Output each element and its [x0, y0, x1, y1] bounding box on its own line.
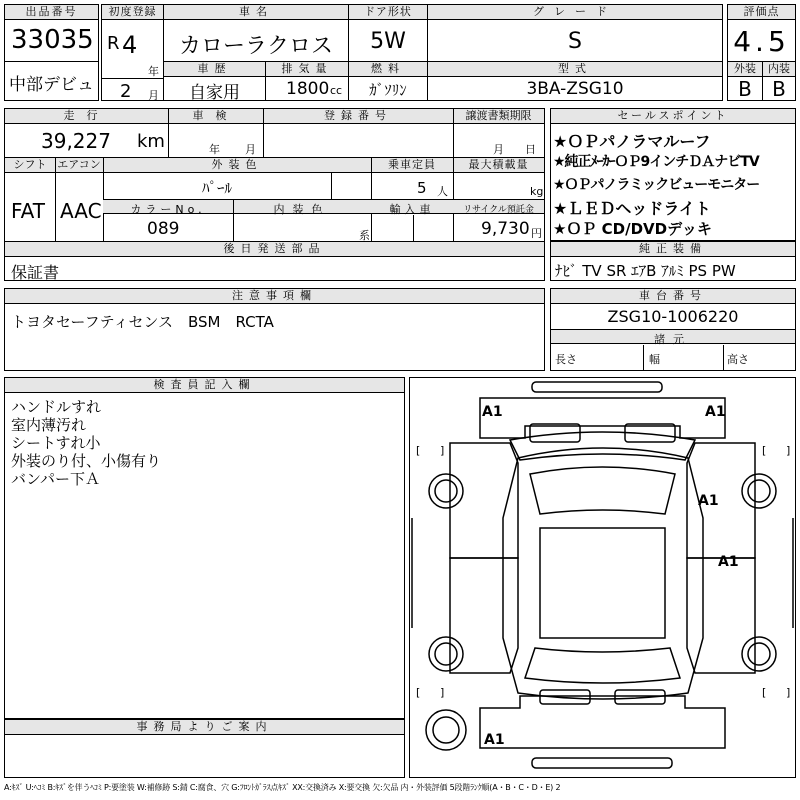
exterior-rating: B [738, 77, 752, 101]
displacement: 1800 [286, 79, 330, 99]
reg-no-label: 登録番号 [263, 109, 453, 124]
damage-diagram [409, 377, 796, 778]
spec-block [4, 108, 545, 243]
left-rear-wheel [429, 637, 463, 671]
chassis-label: 車台番号 [551, 289, 795, 304]
lot-number: 33035 [11, 25, 94, 55]
right-rear-door [687, 558, 755, 673]
debut-box [4, 61, 99, 101]
office-block [4, 719, 405, 778]
int-color-unit: 系 [359, 229, 370, 242]
damage-mark-front-left: A1 [482, 404, 503, 420]
hood [510, 432, 695, 460]
lot-number-box [4, 4, 99, 62]
ac: AAC [60, 199, 102, 223]
equipment: ﾅﾋﾞ TV SR ｴｱB ｱﾙﾐ PS PW [555, 262, 736, 280]
month-unit: 月 [148, 89, 159, 102]
load-unit: kg [530, 185, 544, 198]
sales-points-block [550, 108, 796, 241]
sales-point-3: ★ＯＰパノラミックビューモニター [553, 177, 760, 193]
sales-points-label: セールスポイント [551, 109, 795, 124]
history: 自家用 [189, 83, 240, 103]
chassis-block [550, 288, 796, 371]
color-no-label: カラーNo. [130, 203, 206, 216]
interior-rating: B [772, 77, 786, 101]
inspection-month-unit: 月 [245, 143, 256, 156]
history-box [163, 61, 266, 101]
color-no: 089 [147, 219, 180, 239]
bracket-left-close: ] [440, 444, 445, 457]
inspection-label: 車検 [168, 109, 263, 124]
inspector-line-5: バンパー下Ａ [11, 470, 100, 488]
fuel-box [348, 61, 428, 101]
after-parts-block [4, 241, 545, 281]
inspection-year-unit: 年 [209, 143, 220, 156]
exterior-label: 外装 [728, 62, 762, 77]
rear-glass [525, 648, 680, 683]
interior-label: 内装 [763, 62, 795, 77]
shift: FAT [11, 199, 46, 223]
length-label: 長さ [555, 353, 577, 366]
transfer-month-unit: 月 [493, 143, 504, 156]
mileage: 39,227 [41, 129, 111, 153]
rear-bumper [480, 696, 725, 748]
width-label: 幅 [649, 353, 660, 366]
model-label: 型式 [428, 62, 722, 77]
transfer-day-unit: 日 [525, 143, 536, 156]
damage-mark-right-rear-door: A1 [718, 554, 739, 570]
office-label: 事務局よりご案内 [5, 720, 404, 735]
damage-mark-right-front-door: A1 [698, 493, 719, 509]
grade-box [427, 4, 723, 62]
displacement-unit: cc [330, 84, 343, 97]
car-outline [410, 378, 795, 777]
transfer-label: 譲渡書類期限 [453, 109, 544, 124]
displacement-box [265, 61, 349, 101]
legend: A:ｷｽﾞ U:ﾍｺﾐ B:ｷｽﾞを伴うﾍｺﾐ P:要塗装 W:補修跡 S:錆 C:腐食、穴 G:ﾌﾛﾝﾄｶﾞﾗｽ点ｷｽﾞ XX:交換済み X:要交換 欠:欠品 内・外装評価 5段階ﾗﾝｸ順(A・B・C・D・E) 2 [4, 783, 561, 792]
fuel-label: 燃料 [349, 62, 427, 77]
notes-block [4, 288, 545, 371]
door-type: 5W [370, 29, 406, 54]
rear-bumper-bottom [532, 758, 672, 768]
inspector-block [4, 377, 405, 719]
sales-point-1: ★ＯＰパノラマルーフ [553, 132, 711, 151]
model: 3BA-ZSG10 [526, 79, 624, 99]
bracket-left2-close: ] [440, 686, 445, 699]
history-label: 車歴 [164, 62, 265, 77]
recycle: 9,730 [481, 219, 530, 239]
inspector-line-1: ハンドルすれ [11, 398, 102, 416]
equipment-label: 純正装備 [551, 242, 795, 257]
ac-label: エアコン [55, 158, 103, 173]
score: 4.5 [733, 25, 790, 58]
windshield [530, 467, 675, 514]
recycle-unit: 円 [531, 227, 542, 240]
car-name-box [163, 4, 349, 62]
year: 4 [122, 31, 138, 59]
bracket-right-open: [ [762, 444, 767, 457]
capacity-unit: 人 [437, 185, 448, 198]
displacement-label: 排気量 [266, 62, 348, 77]
chassis-number: ZSG10-1006220 [607, 307, 739, 326]
capacity-label: 乗車定員 [371, 158, 453, 173]
sales-point-4: ★ＬＥＤヘッドライト [553, 199, 711, 218]
right-rear-wheel [742, 637, 776, 671]
mileage-unit: km [137, 131, 165, 152]
bracket-right2-open: [ [762, 686, 767, 699]
left-front-wheel [429, 474, 463, 508]
int-color-label: 内装色 [273, 203, 331, 216]
after-parts: 保証書 [11, 263, 60, 282]
inspector-line-3: シートすれ小 [11, 434, 101, 452]
recycle-label: リサイクル預託金 [463, 205, 534, 215]
bracket-right-close: ] [786, 444, 791, 457]
damage-mark-rear-bumper: A1 [484, 732, 505, 748]
car-name: カローラクロス [178, 34, 333, 59]
bracket-right2-close: ] [786, 686, 791, 699]
capacity: 5 [417, 179, 427, 197]
first-registration-box [101, 4, 164, 101]
interior-box [762, 61, 796, 101]
car-name-label: 車名 [164, 5, 348, 20]
ext-color: ﾊﾟｰﾙ [201, 179, 232, 197]
bracket-left2-open: [ [416, 686, 421, 699]
notes-label: 注意事項欄 [5, 289, 544, 304]
debut-label: 中部デビュ [9, 75, 94, 95]
equipment-block [550, 241, 796, 281]
exterior-box [727, 61, 763, 101]
grade: S [568, 29, 582, 54]
fuel: ｶﾞｿﾘﾝ [369, 81, 407, 99]
era: R [107, 33, 120, 54]
height-label: 高さ [727, 353, 749, 366]
import-label: 輸入車 [389, 203, 435, 216]
score-box [727, 4, 796, 62]
damage-mark-front-right: A1 [705, 404, 726, 420]
bracket-left-open: [ [416, 444, 421, 457]
model-box [427, 61, 723, 101]
door-box [348, 4, 428, 62]
shift-label: シフト [5, 158, 55, 173]
inspector-line-4: 外装のり付、小傷有り [11, 452, 162, 470]
load-label: 最大積載量 [453, 158, 544, 173]
right-front-wheel [742, 474, 776, 508]
inspector-label: 検査員記入欄 [5, 378, 404, 393]
grade-label: グレード [428, 5, 722, 20]
notes-text: トヨタセーフティセンス BSM RCTA [11, 313, 274, 331]
month: 2 [120, 81, 132, 102]
lot-number-label: 出品番号 [5, 5, 98, 20]
roof [540, 528, 665, 638]
first-registration-label: 初度登録 [102, 5, 163, 20]
dims-label: 諸元 [654, 333, 692, 346]
front-bumper-top [532, 382, 662, 392]
year-unit: 年 [148, 65, 159, 78]
mileage-label: 走行 [5, 109, 168, 124]
door-label: ドア形状 [349, 5, 427, 20]
ext-color-label: 外装色 [103, 158, 371, 173]
sales-point-5: ★ＯＰ CD/DVDデッキ [553, 220, 712, 238]
score-label: 評価点 [728, 5, 795, 20]
sales-point-2: ★純正ﾒｰｶｰＯＰ9インチＤＡナビTV [553, 154, 759, 170]
spare-wheel [426, 710, 466, 750]
inspector-line-2: 室内薄汚れ [11, 416, 87, 434]
after-parts-label: 後日発送部品 [5, 242, 544, 257]
